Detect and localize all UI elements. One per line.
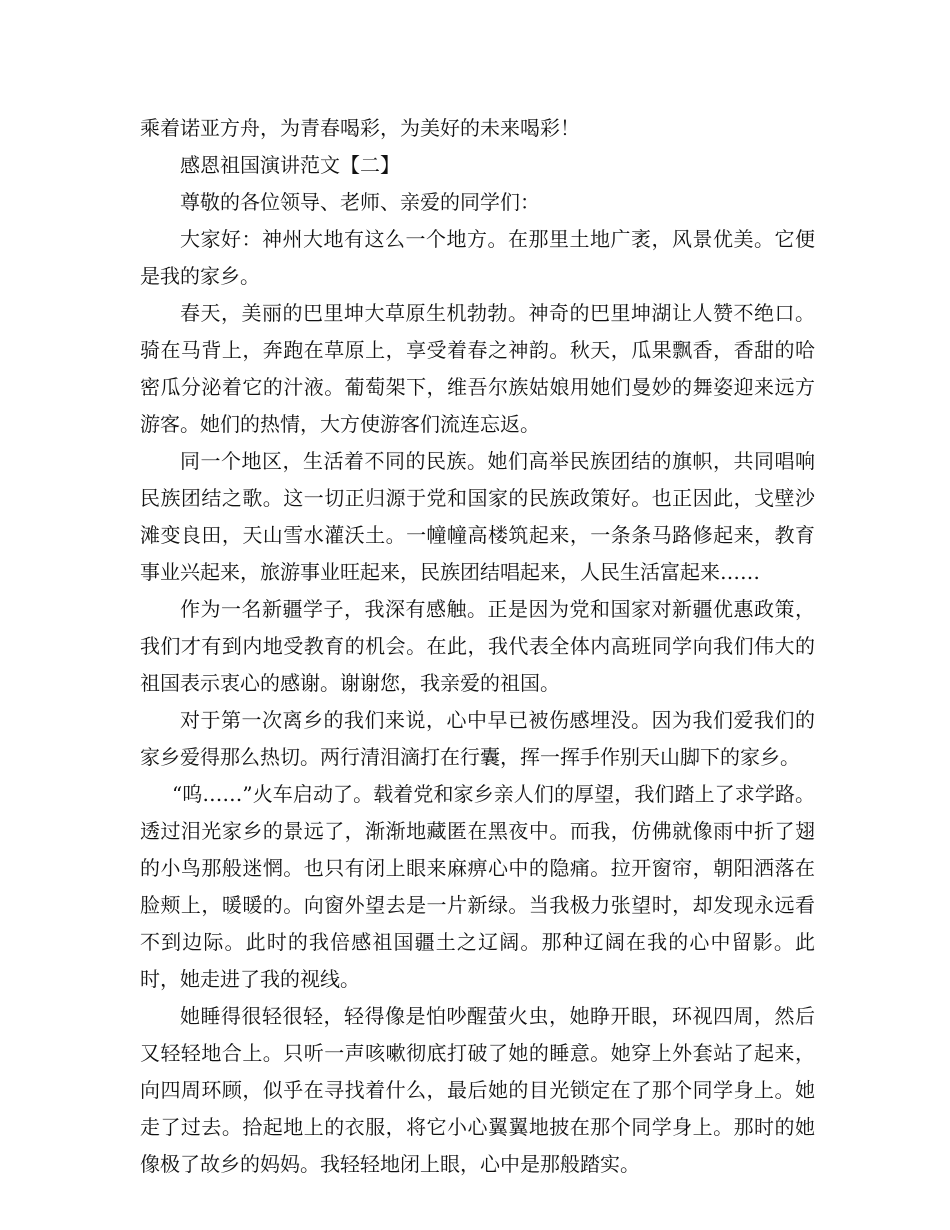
paragraph-train-journey: “呜……”火车启动了。载着党和家乡亲人们的厚望，我们踏上了求学路。透过泪光家乡的景远了，渐渐地藏匿在黑夜中。而我，仿佛就像雨中折了翅的小鸟那般迷惘。也只有闭上眼来麻痹心中的隐痛。拉开窗帘，朝阳洒落在脸颊上，暖暖的。向窗外望去是一片新绿。当我极力张望时，却发现永远看不到边际。此时的我倍感祖国疆土之辽阔。那种辽阔在我的心中留影。此时，她走进了我的视线。: [140, 782, 815, 991]
paragraph-greeting: 大家好：神州大地有这么一个地方。在那里土地广袤，风景优美。它便是我的家乡。: [140, 227, 815, 288]
document-body: [140, 110, 815, 1183]
paragraph-closing-line: 乘着诺亚方舟，为青春喝彩，为美好的未来喝彩！: [140, 116, 580, 140]
salutation: 尊敬的各位领导、老师、亲爱的同学们：: [180, 190, 540, 214]
paragraph-student: 作为一名新疆学子，我深有感触。正是因为党和国家对新疆优惠政策，我们才有到内地受教育的机会。在此，我代表全体内高班同学向我们伟大的祖国表示衷心的感谢。谢谢您，我亲爱的祖国。: [140, 597, 815, 695]
paragraph-ethnic-unity: 同一个地区，生活着不同的民族。她们高举民族团结的旗帜，共同唱响民族团结之歌。这一切正归源于党和国家的民族政策好。也正因此，戈壁沙滩变良田，天山雪水灌沃土。一幢幢高楼筑起来，一条条马路修起来，教育事业兴起来，旅游事业旺起来，民族团结唱起来，人民生活富起来……: [140, 449, 815, 584]
paragraph-seasons: 春天，美丽的巴里坤大草原生机勃勃。神奇的巴里坤湖让人赞不绝口。骑在马背上，奔跑在草原上，享受着春之神韵。秋天，瓜果飘香，香甜的哈密瓜分泌着它的汁液。葡萄架下，维吾尔族姑娘用她们曼妙的舞姿迎来远方游客。她们的热情，大方使游客们流连忘返。: [140, 301, 815, 436]
paragraph-teacher: 她睡得很轻很轻，轻得像是怕吵醒萤火虫，她睁开眼，环视四周，然后又轻轻地合上。只听一声咳嗽彻底打破了她的睡意。她穿上外套站了起来，向四周环顾，似乎在寻找着什么，最后她的目光锁定在了那个同学身上。她走了过去。拾起地上的衣服，将它小心翼翼地披在那个同学身上。那时的她像极了故乡的妈妈。我轻轻地闭上眼，心中是那般踏实。: [140, 1004, 815, 1176]
section-title: 感恩祖国演讲范文【二】: [180, 153, 400, 177]
paragraph-leaving-home: 对于第一次离乡的我们来说，心中早已被伤感埋没。因为我们爱我们的家乡爱得那么热切。两行清泪滴打在行囊，挥一挥手作别天山脚下的家乡。: [140, 708, 815, 769]
